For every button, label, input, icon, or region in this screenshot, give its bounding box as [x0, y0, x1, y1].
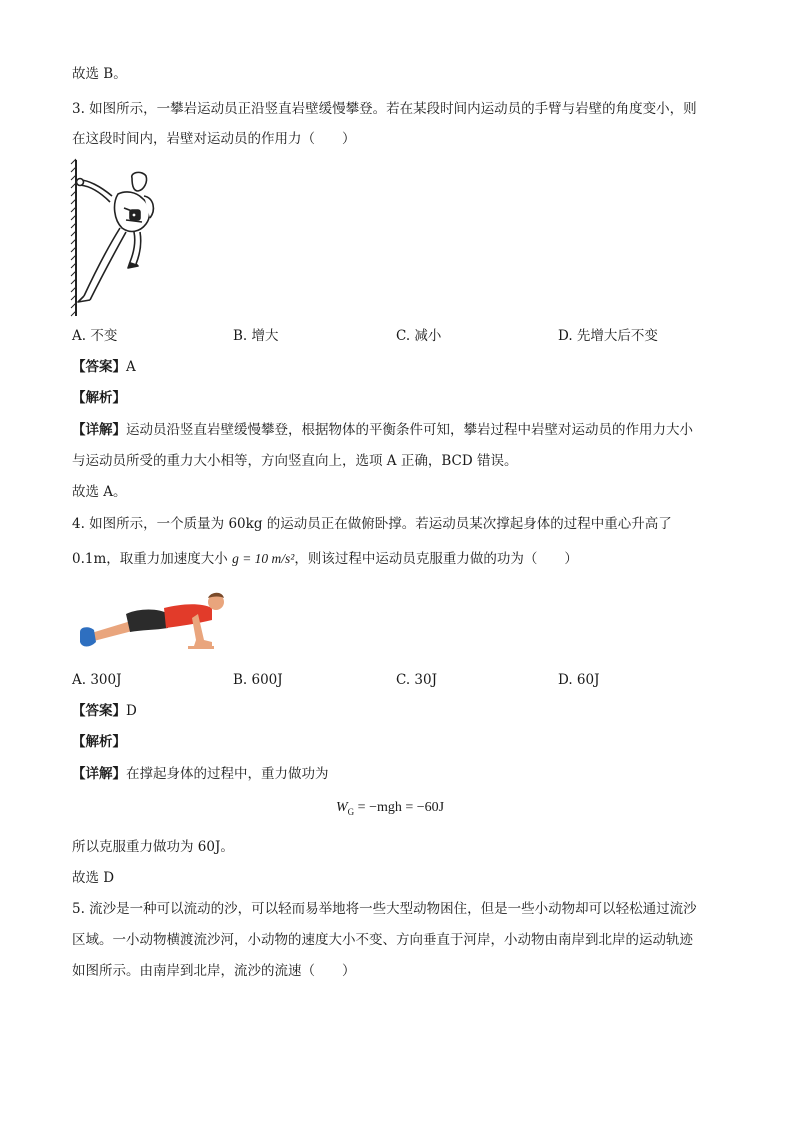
gravity-formula: g = 10 m/s²	[232, 551, 295, 566]
question-3-option-c: C. 减小	[396, 328, 442, 344]
question-3-detail-line-2: 与运动员所受的重力大小相等，方向竖直向上，选项 A 正确，BCD 错误。	[72, 453, 518, 469]
question-4-after-formula: 所以克服重力做功为 60J。	[72, 839, 234, 855]
climber-icon	[77, 172, 154, 302]
question-3-option-b: B. 增大	[233, 328, 279, 344]
answer-value: A	[126, 359, 136, 375]
question-5-text-line-2: 区域。一小动物横渡流沙河，小动物的速度大小不变、方向垂直于河岸，小动物由南岸到北岸的运动轨迹	[72, 932, 693, 948]
question-3-text-line-2: 在这段时间内，岩壁对运动员的作用力（ ）	[72, 131, 356, 147]
question-4-option-b: B. 600J	[233, 672, 283, 688]
text-line: 故选 B。	[72, 66, 127, 82]
question-4-text-line-2: 0.1m，取重力加速度大小 g = 10 m/s²，则该过程中运动员克服重力做的功为（ ）	[72, 551, 578, 567]
question-4-option-c: C. 30J	[396, 672, 438, 688]
question-4-text-line-1: 4. 如图所示，一个质量为 60kg 的运动员正在做俯卧撑。若运动员某次撑起身体的过程中重心升高了	[72, 516, 672, 532]
question-4-detail-line-1: 【详解】在撑起身体的过程中，重力做功为	[72, 766, 329, 782]
answer-value: D	[126, 703, 137, 719]
rock-wall-icon	[71, 159, 76, 316]
work-formula: $W_G = -mgh = -60J$	[336, 800, 445, 817]
question-3-analysis-tag: 【解析】	[72, 390, 126, 406]
question-3-conclusion: 故选 A。	[72, 484, 127, 500]
question-3-option-d: D. 先增大后不变	[558, 328, 658, 344]
detail-tag: 【详解】	[72, 422, 126, 438]
answer-tag: 【答案】	[72, 703, 126, 719]
rock-climber-figure	[70, 158, 160, 318]
question-4-option-a: A. 300J	[72, 672, 122, 688]
push-up-figure	[76, 590, 228, 656]
question-4-option-d: D. 60J	[558, 672, 600, 688]
question-3-text-line-1: 3. 如图所示，一攀岩运动员正沿竖直岩壁缓慢攀登。若在某段时间内运动员的手臂与岩壁的角度变小，则	[72, 101, 697, 117]
question-3-option-a: A. 不变	[72, 328, 118, 344]
question-4-analysis-tag: 【解析】	[72, 734, 126, 750]
question-4-conclusion: 故选 D	[72, 870, 115, 886]
answer-tag: 【答案】	[72, 359, 126, 375]
push-up-athlete-icon	[80, 593, 224, 649]
question-3-detail-line-1: 【详解】运动员沿竖直岩壁缓慢攀登，根据物体的平衡条件可知，攀岩过程中岩壁对运动员的作用力大小	[72, 422, 693, 438]
detail-tag: 【详解】	[72, 766, 126, 782]
question-5-text-line-3: 如图所示。由南岸到北岸，流沙的流速（ ）	[72, 963, 356, 979]
question-4-answer-line	[72, 701, 137, 721]
question-3-answer-line	[72, 357, 136, 377]
question-5-text-line-1: 5. 流沙是一种可以流动的沙，可以轻而易举地将一些大型动物困住，但是一些小动物却可以轻松通过流沙	[72, 901, 697, 917]
